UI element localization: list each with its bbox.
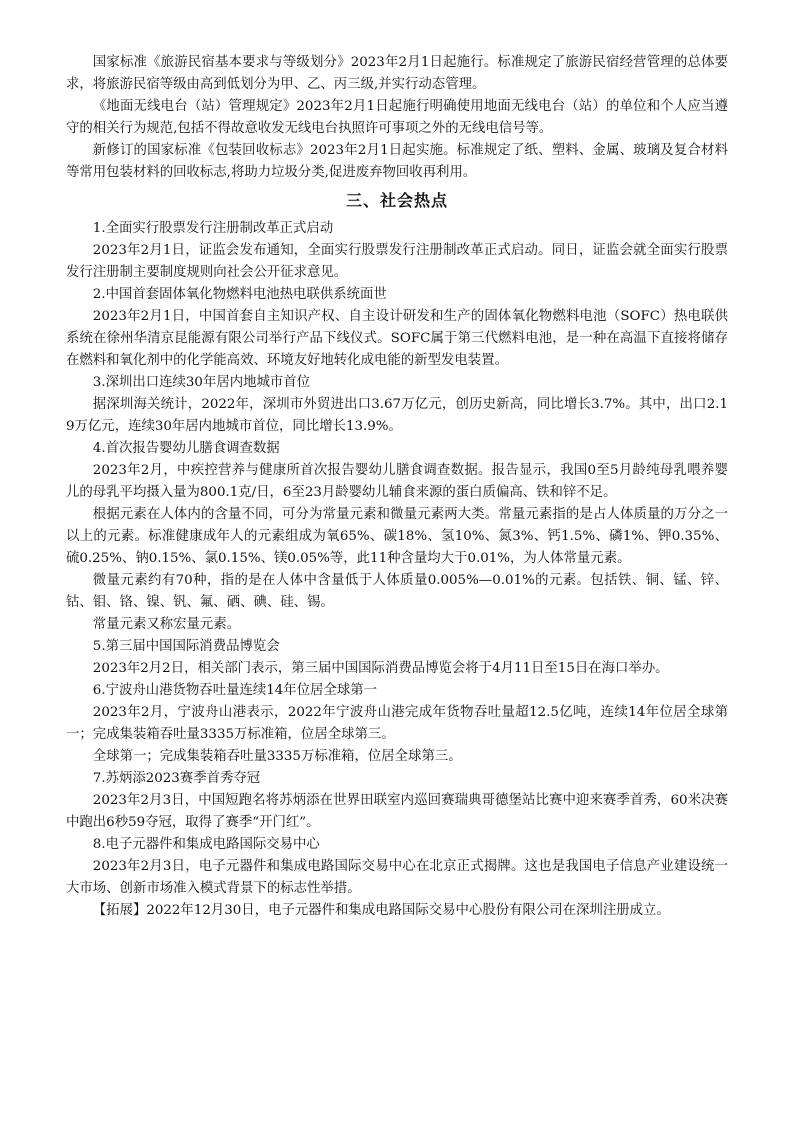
item-title: 1.全面实行股票发行注册制改革正式启动 xyxy=(92,221,334,236)
item-title: 2.中国首套固体氧化物燃料电池热电联供系统面世 xyxy=(92,287,387,302)
item-title: 3.深圳出口连续30年居内地城市首位 xyxy=(92,375,311,390)
item-paragraph: 2023年2月3日，电子元器件和集成电路国际交易中心在北京正式揭牌。这也是我国电子信息产业建设统一大市场、创新市场准入模式背景下的标志性举措。 xyxy=(66,859,728,896)
item-title: 4.首次报告婴幼儿膳食调查数据 xyxy=(92,441,280,456)
item-paragraph: 【拓展】2022年12月30日，电子元器件和集成电路国际交易中心股份有限公司在深圳注册成立。 xyxy=(92,903,670,918)
item-title: 6.宁波舟山港货物吞吐量连续14年位居全球第一 xyxy=(92,683,378,698)
document-page xyxy=(66,52,728,922)
item-paragraph: 2023年2月3日，中国短跑名将苏炳添在世界田联室内巡回赛瑞典哥德堡站比赛中迎来赛季首秀，60米决赛中跑出6秒59夺冠，取得了赛季“开门红”。 xyxy=(66,793,728,830)
item-title: 5.第三届中国国际消费品博览会 xyxy=(92,639,280,654)
item-title: 7.苏炳添2023赛季首秀夺冠 xyxy=(92,771,261,786)
item-paragraph: 2023年2月，中疾控营养与健康所首次报告婴幼儿膳食调查数据。报告显示，我国0至5月龄纯母乳喂养婴儿的母乳平均摄入量为800.1克/日，6至23月龄婴幼儿辅食来源的蛋白质偏高、铁和锌不足。 xyxy=(66,463,728,500)
section-title: 三、社会热点 xyxy=(345,191,448,210)
item-paragraph: 微量元素约有70种，指的是在人体中含量低于人体质量0.005%—0.01%的元素。包括铁、铜、锰、锌、钴、钼、铬、镍、钒、氟、硒、碘、硅、锡。 xyxy=(66,573,728,610)
item-paragraph: 根据元素在人体内的含量不同，可分为常量元素和微量元素两大类。常量元素指的是占人体质量的万分之一以上的元素。标准健康成年人的元素组成为氧65%、碳18%、氢10%、氮3%、钙1.5%、磷1%、钾0.35%、硫0.25%、钠0.15%、氯0.15%、镁0.05%等，此11种含量均大于0.01%，为人体常量元素。 xyxy=(66,507,728,566)
item-title: 8.电子元器件和集成电路国际交易中心 xyxy=(92,837,320,852)
item-paragraph: 2023年2月，宁波舟山港表示，2022年宁波舟山港完成年货物吞吐量超12.5亿吨，连续14年位居全球第一；完成集装箱吞吐量3335万标准箱，位居全球第三。 xyxy=(66,705,728,742)
intro-paragraph: 新修订的国家标准《包装回收标志》2023年2月1日起实施。标准规定了纸、塑料、金属、玻璃及复合材料等常用包装材料的回收标志,将助力垃圾分类,促进废弃物回收再利用。 xyxy=(66,143,728,180)
item-paragraph: 常量元素又称宏量元素。 xyxy=(92,617,241,632)
item-paragraph: 2023年2月2日，相关部门表示，第三届中国国际消费品博览会将于4月11日至15日在海口举办。 xyxy=(92,661,669,676)
intro-paragraph: 国家标准《旅游民宿基本要求与等级划分》2023年2月1日起施行。标准规定了旅游民宿经营管理的总体要求，将旅游民宿等级由高到低划分为甲、乙、丙三级,并实行动态管理。 xyxy=(66,55,728,92)
item-paragraph: 2023年2月1日，中国首套自主知识产权、自主设计研发和生产的固体氧化物燃料电池（SOFC）热电联供系统在徐州华清京昆能源有限公司举行产品下线仪式。SOFC属于第三代燃料电池，是一种在高温下直接将储存在燃料和氧化剂中的化学能高效、环境友好地转化成电能的新型发电装置。 xyxy=(66,309,728,368)
item-paragraph: 全球第一；完成集装箱吞吐量3335万标准箱，位居全球第三。 xyxy=(92,749,462,764)
item-paragraph: 2023年2月1日，证监会发布通知，全面实行股票发行注册制改革正式启动。同日，证监会就全面实行股票发行注册制主要制度规则向社会公开征求意见。 xyxy=(66,243,728,280)
intro-paragraph: 《地面无线电台（站）管理规定》2023年2月1日起施行明确使用地面无线电台（站）的单位和个人应当遵守的相关行为规范,包括不得故意收发无线电台执照许可事项之外的无线电信号等。 xyxy=(66,99,728,136)
item-paragraph: 据深圳海关统计，2022年，深圳市外贸进出口3.67万亿元，创历史新高，同比增长3.7%。其中，出口2.19万亿元，连续30年居内地城市首位，同比增长13.9%。 xyxy=(66,397,728,434)
